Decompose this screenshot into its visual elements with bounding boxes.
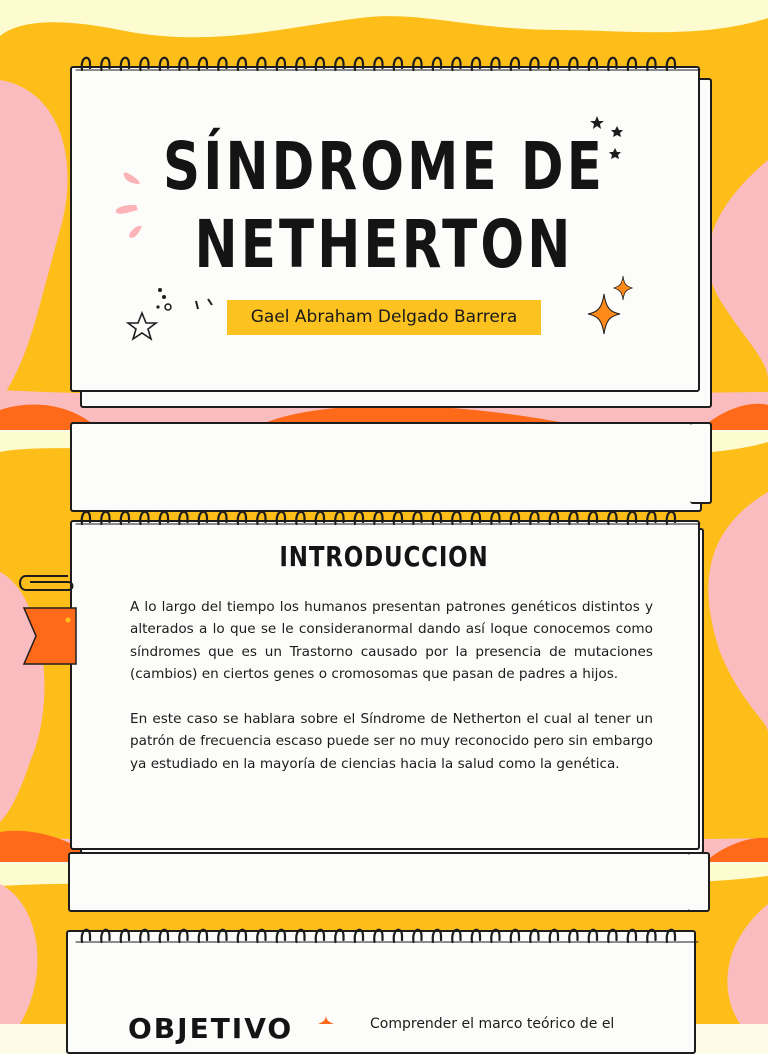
binding-ring [472,512,480,524]
section-heading: INTRODUCCION [279,540,489,573]
binding-ring [179,930,187,942]
binding-ring [530,58,538,70]
binding-ring [355,58,363,70]
pink-burst-decoration [108,160,158,240]
binding-ring [608,58,616,70]
binding-ring [218,512,226,524]
title-slide [0,0,768,430]
binding-ring [140,58,148,70]
orange-sparkle-decoration [316,1016,336,1028]
binding-ring [121,512,129,524]
binding-ring [413,58,421,70]
binding-ring [550,512,558,524]
binding-ring [647,512,655,524]
binding-ring [121,58,129,70]
binding-ring [667,58,675,70]
presentation-title: SÍNDROME DE NETHERTON [163,128,605,283]
small-stars-decoration [585,110,635,170]
binding-ring [569,58,577,70]
binding-ring [433,58,441,70]
binding-ring [511,58,519,70]
binding-ring [433,930,441,942]
binding-ring [647,58,655,70]
binding-ring [452,512,460,524]
binding-ring [472,930,480,942]
binding-ring [160,930,168,942]
binding-ring [257,58,265,70]
binding-ring [355,512,363,524]
introduction-slide [0,432,768,862]
binding-ring [569,512,577,524]
binding-ring [199,58,207,70]
binding-ring [218,58,226,70]
binding-ring [101,512,109,524]
binding-ring [238,512,246,524]
binding-ring [199,930,207,942]
binding-ring [628,512,636,524]
binding-ring [530,930,538,942]
binding-ring [296,512,304,524]
binding-ring [647,930,655,942]
intro-paragraph-1: A lo largo del tiempo los humanos presentan patrones genéticos distintos y alterados a lo que se le consideranormal dando así loque conocemos como síndromes que es un Trastorno causado por la presencia de mutaciones (cambios) en ciertos genes o cromosomas que pasan de padres a hijos. [130,599,653,683]
binding-ring [160,512,168,524]
binding-ring [335,512,343,524]
binding-ring [238,58,246,70]
binding-ring [394,58,402,70]
objective-text: Comprender el marco teórico de el [370,1016,615,1032]
author-name: Gael Abraham Delgado Barrera [227,300,541,335]
binding-ring [550,930,558,942]
binding-ring [433,512,441,524]
binding-ring [355,930,363,942]
binding-ring [589,512,597,524]
binding-ring [589,930,597,942]
orange-sparkles-decoration [586,274,636,336]
binding-ring [394,512,402,524]
binding-ring [101,58,109,70]
objective-heading: OBJETIVO [128,1012,294,1045]
binding-ring [101,930,109,942]
binding-ring [550,58,558,70]
binding-ring [257,930,265,942]
intro-paragraph-2: En este caso se hablara sobre el Síndrome de Netherton el cual al tener un patrón de frecuencia escaso puede ser no muy reconocido pero sin embargo ya estudiado en la mayoría de ciencias hacia la salud como la genética. [130,711,653,772]
binding-ring [491,512,499,524]
binding-ring [316,930,324,942]
binding-ring [374,512,382,524]
binding-ring [316,512,324,524]
binding-ring [472,58,480,70]
binding-ring [82,58,90,70]
binding-ring [140,512,148,524]
binding-ring [589,58,597,70]
binding-ring [296,58,304,70]
binding-ring [628,930,636,942]
binding-ring [218,930,226,942]
binding-ring [296,930,304,942]
paperclip-flag-decoration [16,564,86,674]
binding-ring [491,930,499,942]
binding-ring [394,930,402,942]
doodle-star-decoration [128,285,218,340]
binding-ring [452,930,460,942]
binding-ring [238,930,246,942]
binding-ring [199,512,207,524]
binding-ring [335,58,343,70]
binding-ring [374,58,382,70]
binding-ring [121,930,129,942]
binding-ring [82,930,90,942]
binding-ring [316,58,324,70]
binding-ring [511,930,519,942]
binding-ring [491,58,499,70]
binding-ring [667,930,675,942]
binding-ring [608,930,616,942]
spiral-binding [0,864,768,1024]
binding-ring [608,512,616,524]
binding-ring [628,58,636,70]
binding-ring [569,930,577,942]
binding-ring [277,512,285,524]
binding-ring [277,930,285,942]
binding-ring [530,512,538,524]
objective-slide [0,864,768,1045]
binding-ring [179,512,187,524]
binding-ring [452,58,460,70]
binding-ring [179,58,187,70]
binding-ring [82,512,90,524]
binding-ring [667,512,675,524]
binding-ring [160,58,168,70]
binding-ring [413,930,421,942]
binding-ring [257,512,265,524]
binding-ring [277,58,285,70]
binding-ring [374,930,382,942]
binding-ring [140,930,148,942]
binding-ring [335,930,343,942]
binding-ring [413,512,421,524]
binding-ring [511,512,519,524]
